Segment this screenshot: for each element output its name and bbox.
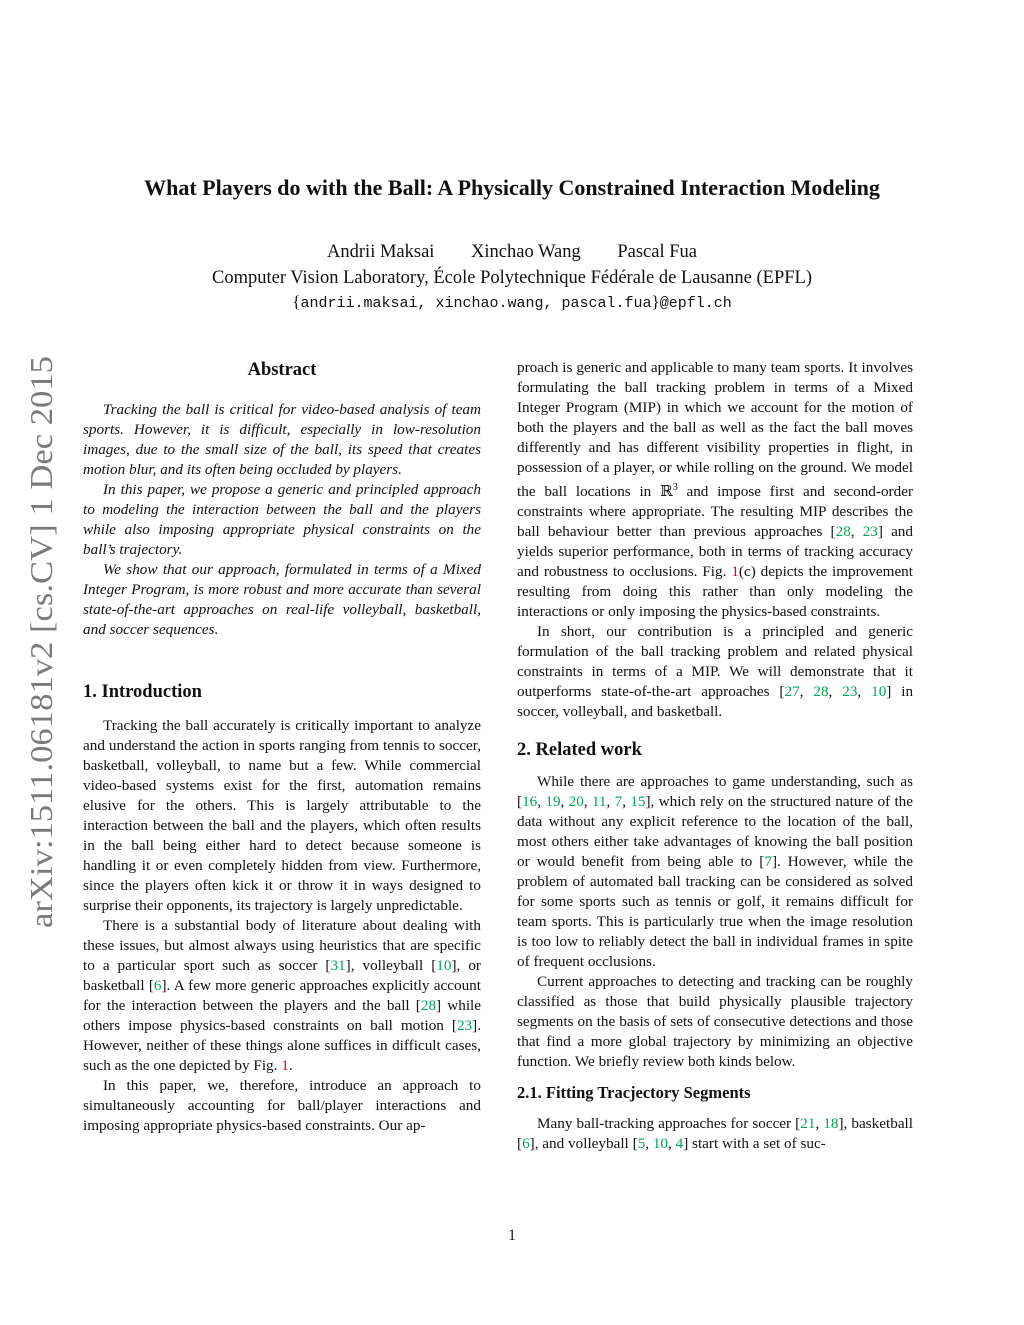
subsection-paragraph: Many ball-tracking approaches for soccer [21, 18], basketball [6], and volleyball [5, 10, 4] start with a set of suc- <box>517 1115 913 1153</box>
author-name: Pascal Fua <box>617 242 697 262</box>
abstract-paragraph: We show that our approach, formulated in terms of a Mixed Integer Program, is more robust and more accurate than several state-of-the-art approaches on real-life volleyball, basketball, and soccer sequences. <box>83 561 481 638</box>
author-emails: {andrii.maksai, xinchao.wang, pascal.fua}@epfl.ch <box>292 292 732 312</box>
section-heading-related-work: 2. Related work <box>517 740 642 761</box>
abstract-paragraph: In this paper, we propose a generic and principled approach to modeling the interaction between the ball and the players while also imposing appropriate physical constraints on the ball’s trajectory. <box>83 481 481 558</box>
citation-link[interactable]: 16 <box>522 793 538 811</box>
citation-link[interactable]: 7 <box>614 793 623 811</box>
real-space-symbol: ℝ <box>660 482 673 501</box>
subsection-heading-fitting-segments: 2.1. Fitting Tracjectory Segments <box>517 1083 751 1103</box>
figure-reference-link[interactable]: 1 <box>731 563 739 581</box>
paper-title: What Players do with the Ball: A Physically Constrained Interaction Modeling <box>144 175 880 200</box>
page-number: 1 <box>508 1227 516 1244</box>
intro-paragraph: In this paper, we, therefore, introduce an approach to simultaneously accounting for ball/player interactions and imposing appropriate physics-based constraints. Our ap- <box>83 1077 481 1134</box>
citation-link[interactable]: 23 <box>862 523 878 541</box>
citation-link[interactable]: 28 <box>835 523 851 541</box>
citation-link[interactable]: 23 <box>842 683 858 701</box>
citation-link[interactable]: 10 <box>652 1135 668 1153</box>
citation-link[interactable]: 23 <box>456 1017 473 1034</box>
author-name: Andrii Maksai <box>327 242 435 262</box>
related-work-paragraph: While there are approaches to game understanding, such as [16, 19, 20, 11, 7, 15], which rely on the structured nature of the data without any explicit reference to the location of the ball, most others either take advantages of knowing the ball position or would benefit from being able to [7]. However, while the problem of automated ball tracking can be considered as solved for some sports such as tennis or golf, it remains difficult for team sports. This is particularly true when the image resolution is too low to reliably detect the ball in individual frames in spite of frequent occlusions. <box>517 773 914 971</box>
author-name: Xinchao Wang <box>471 242 581 262</box>
affiliation: Computer Vision Laboratory, École Polytechnique Fédérale de Lausanne (EPFL) <box>212 268 812 288</box>
citation-link[interactable]: 28 <box>420 997 437 1014</box>
citation-link[interactable]: 11 <box>591 793 607 811</box>
citation-link[interactable]: 5 <box>637 1135 646 1153</box>
abstract-paragraph: Tracking the ball is critical for video-based analysis of team sports. However, it is difficult, especially in low-resolution images, due to the small size of the ball, its speed that creates motion blur, and its often being occluded by players. <box>83 401 481 478</box>
citation-link[interactable]: 6 <box>153 977 162 994</box>
citation-link[interactable]: 6 <box>522 1135 530 1153</box>
citation-link[interactable]: 7 <box>764 853 772 871</box>
citation-link[interactable]: 10 <box>871 683 887 701</box>
left-column <box>83 358 481 1136</box>
citation-link[interactable]: 21 <box>800 1115 816 1133</box>
author-list <box>60 240 964 264</box>
citation-link[interactable]: 27 <box>784 683 800 701</box>
contribution-paragraph: In short, our contribution is a principled and generic formulation of the ball tracking problem and related physical constraints in terms of a MIP. We will demonstrate that it outperforms state-of-the-art approaches [27, 28, 23, 10] in soccer, volleyball, and basketball. <box>517 623 914 721</box>
citation-link[interactable]: 28 <box>813 683 829 701</box>
citation-link[interactable]: 18 <box>823 1115 839 1133</box>
intro-paragraph: There is a substantial body of literature about dealing with these issues, but almost always using heuristics that are specific to a particular sport such as soccer [31], volleyball [10], or basketball [6]. A few more generic approaches explicitly account for the interaction between the players and the ball [28] while others impose physics-based constraints on ball motion [23]. However, neither of these things alone suffices in difficult cases, such as the one depicted by Fig. 1. <box>83 917 481 1074</box>
related-work-paragraph: Current approaches to detecting and tracking can be roughly classified as those that build physically plausible trajectory segments on the basis of sets of consecutive detections and those that find a more global trajectory by minimizing an objective function. We briefly review both kinds below. <box>517 973 913 1071</box>
citation-link[interactable]: 31 <box>330 957 346 974</box>
citation-link[interactable]: 19 <box>545 793 561 811</box>
figure-reference-link[interactable]: 1 <box>281 1057 289 1074</box>
arxiv-stamp <box>23 355 59 930</box>
arxiv-id-text: arXiv:1511.06181v2 [cs.CV] 1 Dec 2015 <box>23 399 59 928</box>
citation-link[interactable]: 10 <box>436 957 452 974</box>
citation-link[interactable]: 20 <box>568 793 584 811</box>
abstract-heading: Abstract <box>247 360 317 380</box>
section-heading-introduction: 1. Introduction <box>83 682 202 702</box>
right-column <box>517 358 913 1154</box>
intro-continuation-paragraph: proach is generic and applicable to many team sports. It involves formulating the ball tracking problem in terms of a Mixed Integer Program (MIP) in which we account for the motion of both the players and the ball as well as the fact the ball moves differently and has different visibility properties in flight, in possession of a player, or while rolling on the ground. We model the ball locations in ℝ$^3$ and impose first and second-order constraints where appropriate. The resulting MIP describes the ball behaviour better than previous approaches [28, 23] and yields superior performance, both in terms of tracking accuracy and robustness to occlusions. Fig. 1(c) depicts the improvement resulting from doing this rather than only modeling the interactions or only imposing the physics-based constraints. <box>517 359 914 621</box>
citation-link[interactable]: 15 <box>630 793 646 811</box>
citation-link[interactable]: 4 <box>675 1135 684 1153</box>
abstract-section <box>83 358 481 640</box>
intro-paragraph: Tracking the ball accurately is critically important to analyze and understand the action in sports ranging from tennis to soccer, basketball, volleyball, to name but a few. While commercial video-based systems exist for the first, automation remains elusive for the others. This is largely attributable to the interaction between the ball and the players, which often results in the ball being either hard to detect because someone is handling it or even completely hidden from view. Furthermore, since the players often kick it or throw it in ways designed to surprise their opponents, its trajectory is largely unpredictable. <box>83 717 481 914</box>
